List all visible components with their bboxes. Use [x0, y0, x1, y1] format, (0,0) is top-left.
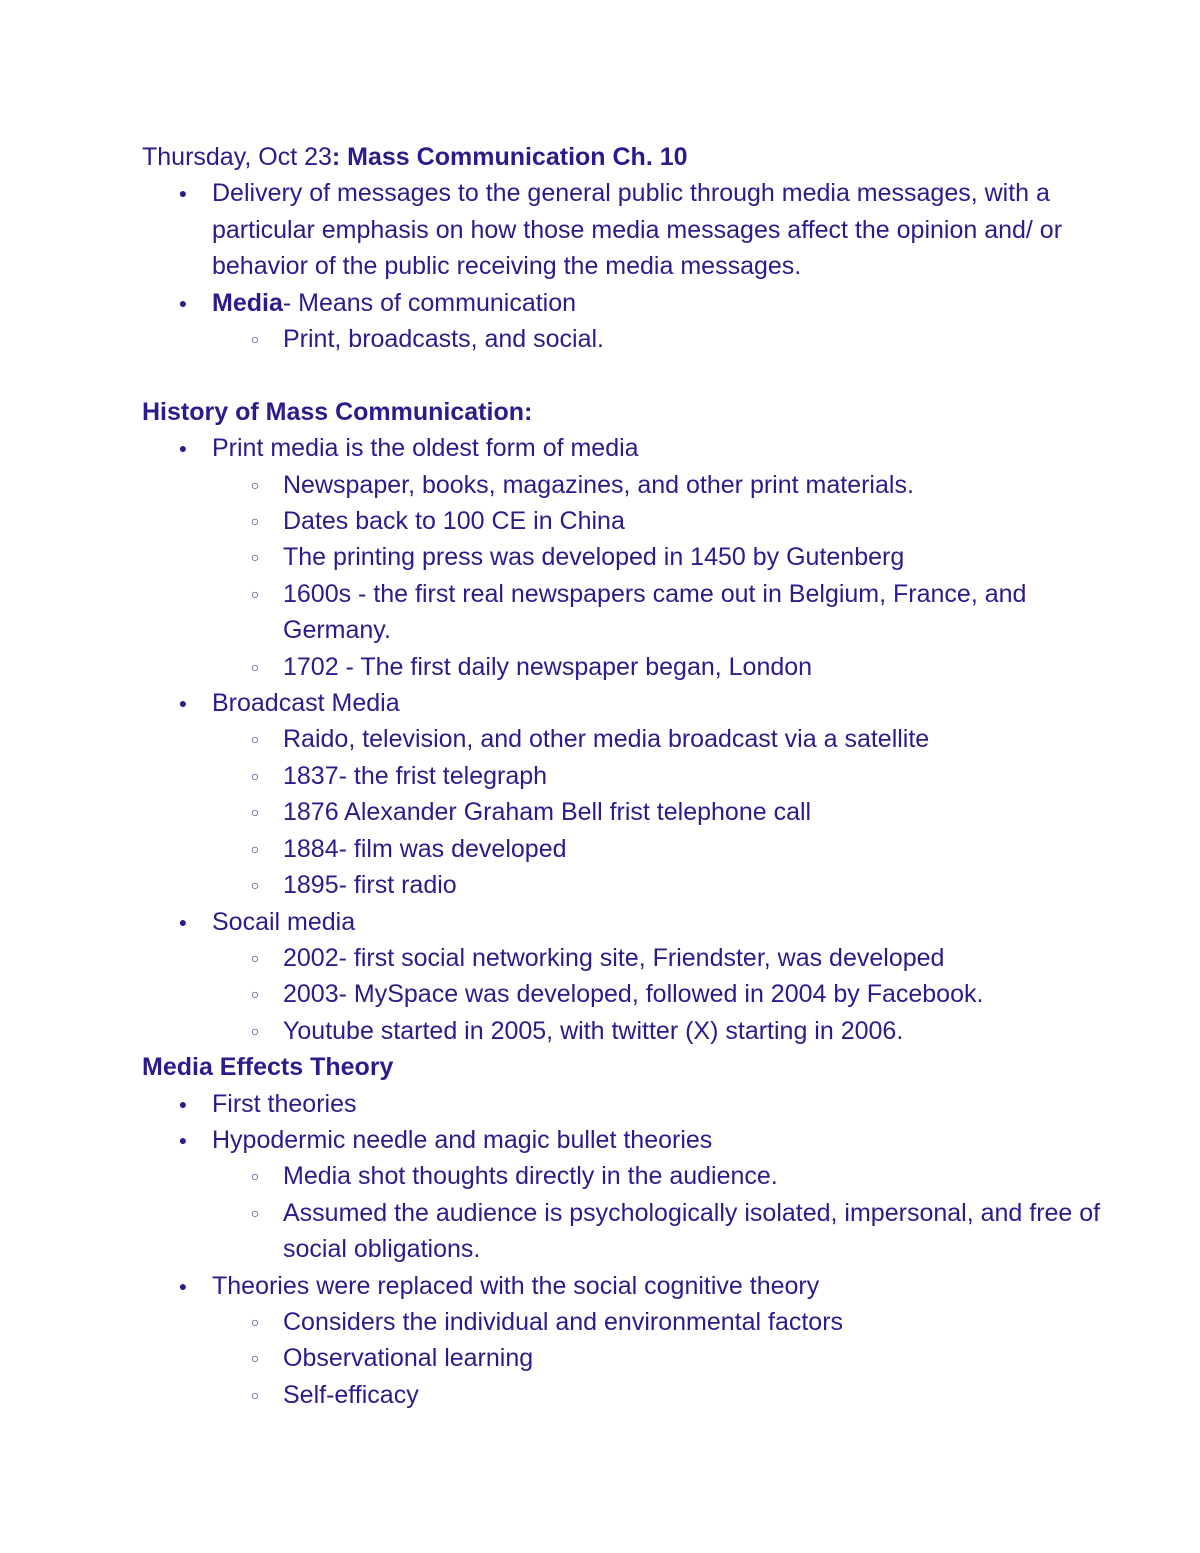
- sublist-item: [250, 503, 1102, 539]
- sublist: [212, 721, 1102, 903]
- bullet-icon: ●: [178, 440, 188, 457]
- sublist-item: [250, 576, 1102, 649]
- sublist-item-text: 1702 - The first daily newspaper began, London: [283, 652, 813, 681]
- hollow-bullet-icon: ○: [250, 331, 260, 348]
- sublist-item: [250, 794, 1102, 830]
- sublist-item-text: The printing press was developed in 1450 by Gutenberg: [283, 543, 905, 572]
- sublist-item: [250, 1013, 1102, 1049]
- hollow-bullet-icon: ○: [250, 1386, 260, 1403]
- lecture-date: Thursday, Oct 23: [142, 143, 332, 171]
- hollow-bullet-icon: ○: [250, 840, 260, 857]
- list-item: [178, 430, 1102, 685]
- sublist-item: [250, 1195, 1102, 1268]
- list-item: [178, 1268, 1102, 1414]
- sublist-item-text: 1600s - the first real newspapers came out in Belgium, France, and Germany.: [283, 579, 1027, 645]
- list-item-text: - Means of communication: [282, 288, 577, 317]
- sublist-item-text: Observational learning: [283, 1344, 534, 1373]
- sublist-item-text: 1876 Alexander Graham Bell frist telephone call: [283, 798, 812, 827]
- list-item: [178, 1122, 1102, 1268]
- hollow-bullet-icon: ○: [250, 1204, 260, 1221]
- section2-list: [142, 430, 1102, 1049]
- spacer: [142, 357, 1102, 393]
- sublist-item-text: Youtube started in 2005, with twitter (X) starting in 2006.: [283, 1016, 904, 1045]
- hollow-bullet-icon: ○: [250, 585, 260, 602]
- hollow-bullet-icon: ○: [250, 986, 260, 1003]
- list-item-text: Theories were replaced with the social cognitive theory: [212, 1271, 820, 1300]
- list-item: [178, 285, 1102, 358]
- sublist-item-text: 2003- MySpace was developed, followed in 2004 by Facebook.: [283, 980, 984, 1009]
- hollow-bullet-icon: ○: [250, 1022, 260, 1039]
- list-item: [178, 175, 1102, 284]
- sublist-item: [250, 1304, 1102, 1340]
- sublist-item: [250, 976, 1102, 1012]
- hollow-bullet-icon: ○: [250, 658, 260, 675]
- sublist-item: [250, 1158, 1102, 1194]
- sublist-item-text: 1837- the frist telegraph: [283, 761, 548, 790]
- sublist: [212, 321, 1102, 357]
- sublist-item-text: Considers the individual and environmental factors: [283, 1307, 844, 1336]
- list-item: [178, 1086, 1102, 1122]
- list-item-text: Broadcast Media: [212, 689, 400, 718]
- hollow-bullet-icon: ○: [250, 476, 260, 493]
- sublist-item: [250, 649, 1102, 685]
- sublist-item-text: Newspaper, books, magazines, and other print materials.: [283, 470, 914, 499]
- document-page: [142, 139, 1102, 1413]
- bullet-icon: ●: [178, 1277, 188, 1294]
- sublist-item-text: Self-efficacy: [283, 1380, 419, 1409]
- sublist-item: [250, 467, 1102, 503]
- bullet-icon: ●: [178, 294, 188, 311]
- bullet-icon: ●: [178, 913, 188, 930]
- hollow-bullet-icon: ○: [250, 767, 260, 784]
- lecture-title: : Mass Communication Ch. 10: [331, 143, 688, 171]
- hollow-bullet-icon: ○: [250, 804, 260, 821]
- sublist-item: [250, 539, 1102, 575]
- sublist: [212, 467, 1102, 685]
- hollow-bullet-icon: ○: [250, 1313, 260, 1330]
- section1-list: [142, 175, 1102, 357]
- hollow-bullet-icon: ○: [250, 513, 260, 530]
- sublist: [212, 1158, 1102, 1267]
- sublist: [212, 940, 1102, 1049]
- sublist-item: [250, 721, 1102, 757]
- list-item: [178, 904, 1102, 1050]
- bullet-icon: ●: [178, 1131, 188, 1148]
- list-item-text: Delivery of messages to the general public through media messages, with a particular emphasis on how those media messages affect the opinion and/ or behavior of the public receiving the media messages.: [212, 179, 1063, 281]
- hollow-bullet-icon: ○: [250, 549, 260, 566]
- bullet-icon: ●: [178, 185, 188, 202]
- sublist-item-text: 2002- first social networking site, Friendster, was developed: [283, 943, 945, 972]
- sublist: [212, 1304, 1102, 1413]
- list-item-text: Print media is the oldest form of media: [212, 434, 639, 463]
- term-media: Media: [212, 288, 283, 317]
- hollow-bullet-icon: ○: [250, 731, 260, 748]
- sublist-item-text: 1895- first radio: [283, 871, 457, 900]
- sublist-item: [250, 940, 1102, 976]
- sublist-item-text: 1884- film was developed: [283, 834, 567, 863]
- sublist-item-text: Print, broadcasts, and social.: [283, 325, 604, 354]
- sublist-item: [250, 1377, 1102, 1413]
- sublist-item-text: Media shot thoughts directly in the audience.: [283, 1162, 778, 1191]
- section-heading-history: History of Mass Communication:: [142, 397, 533, 426]
- hollow-bullet-icon: ○: [250, 877, 260, 894]
- list-item-text: Hypodermic needle and magic bullet theories: [212, 1125, 713, 1154]
- list-item-text: Socail media: [212, 907, 356, 936]
- sublist-item-text: Dates back to 100 CE in China: [283, 507, 625, 536]
- sublist-item-text: Raido, television, and other media broadcast via a satellite: [283, 725, 930, 754]
- sublist-item: [250, 321, 1102, 357]
- list-item-text: First theories: [212, 1089, 357, 1118]
- bullet-icon: ●: [178, 1095, 188, 1112]
- sublist-item-text: Assumed the audience is psychologically isolated, impersonal, and free of social obligations.: [283, 1198, 1101, 1264]
- hollow-bullet-icon: ○: [250, 1168, 260, 1185]
- sublist-item: [250, 867, 1102, 903]
- list-item: [178, 685, 1102, 903]
- sublist-item: [250, 758, 1102, 794]
- bullet-icon: ●: [178, 695, 188, 712]
- sublist-item: [250, 831, 1102, 867]
- sublist-item: [250, 1340, 1102, 1376]
- hollow-bullet-icon: ○: [250, 1350, 260, 1367]
- hollow-bullet-icon: ○: [250, 949, 260, 966]
- section3-list: [142, 1086, 1102, 1414]
- section-heading-media-effects: Media Effects Theory: [142, 1053, 394, 1082]
- lecture-heading: [142, 139, 1102, 175]
